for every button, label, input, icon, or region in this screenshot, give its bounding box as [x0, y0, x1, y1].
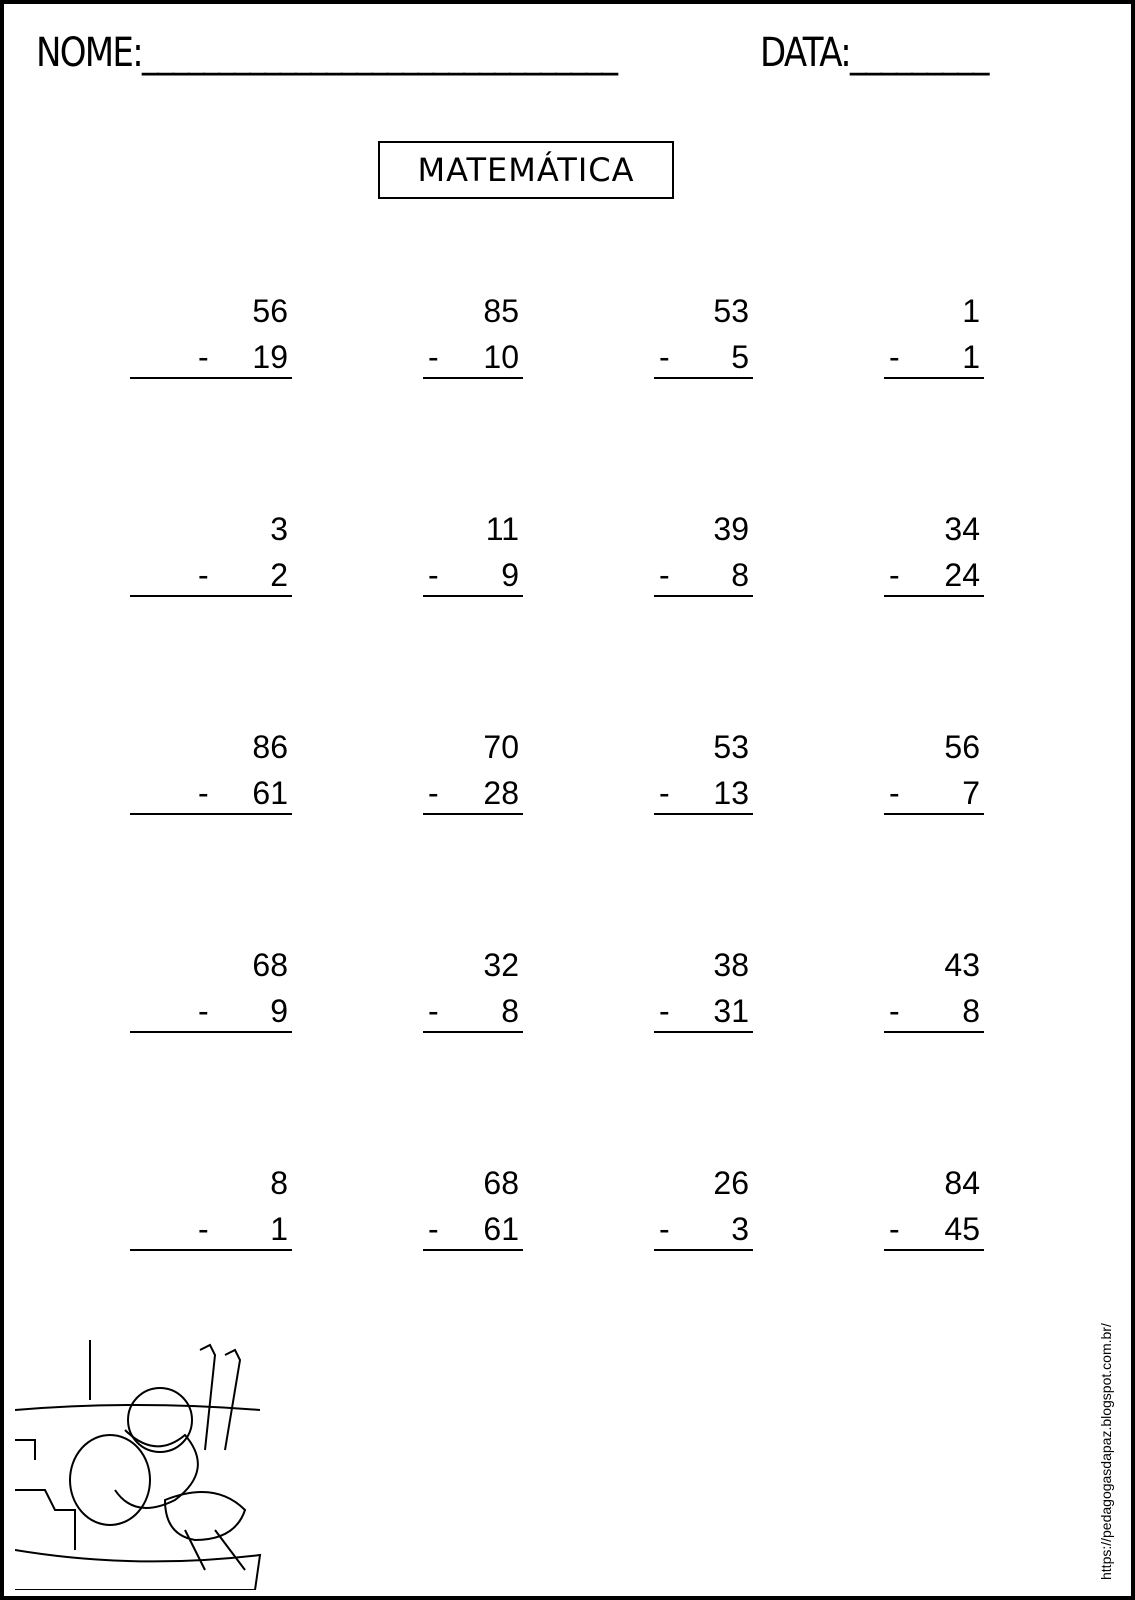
name-field-label: NOME:_______________________________	[36, 30, 617, 76]
minuend: 3	[270, 511, 288, 547]
minus-sign: -	[428, 339, 439, 375]
minus-sign: -	[198, 1211, 209, 1247]
subtraction-problem	[654, 513, 749, 603]
answer-line	[423, 813, 523, 815]
subtrahend: 13	[713, 775, 749, 811]
subtrahend: 5	[731, 339, 749, 375]
subtraction-problem	[423, 513, 519, 603]
minuend: 85	[483, 293, 519, 329]
minuend: 38	[713, 947, 749, 983]
minus-sign: -	[659, 557, 670, 593]
minus-sign: -	[428, 557, 439, 593]
subtraction-problem	[423, 949, 519, 1039]
answer-line	[130, 595, 292, 597]
subtrahend: 1	[270, 1211, 288, 1247]
subtrahend: 24	[944, 557, 980, 593]
crab-cartoon-illustration	[15, 1340, 265, 1590]
subtrahend: 9	[270, 993, 288, 1029]
subtrahend: 45	[944, 1211, 980, 1247]
minus-sign: -	[198, 557, 209, 593]
subtraction-problem	[130, 1167, 288, 1257]
minus-sign: -	[889, 1211, 900, 1247]
minuend: 68	[252, 947, 288, 983]
answer-line	[654, 377, 753, 379]
minuend: 8	[270, 1165, 288, 1201]
answer-line	[654, 1031, 753, 1033]
subtraction-problem	[423, 731, 519, 821]
subtrahend: 61	[252, 775, 288, 811]
minus-sign: -	[889, 993, 900, 1029]
minus-sign: -	[198, 993, 209, 1029]
subtraction-problem	[130, 513, 288, 603]
subtraction-problem	[884, 1167, 980, 1257]
subtrahend: 31	[713, 993, 749, 1029]
subtraction-problem	[884, 731, 980, 821]
minuend: 86	[252, 729, 288, 765]
minus-sign: -	[659, 1211, 670, 1247]
minus-sign: -	[659, 993, 670, 1029]
source-url: https://pedagogasdapaz.blogspot.com.br/	[1098, 1323, 1114, 1580]
minuend: 39	[713, 511, 749, 547]
answer-line	[884, 1249, 984, 1251]
subtrahend: 8	[962, 993, 980, 1029]
minuend: 34	[944, 511, 980, 547]
minuend: 53	[713, 729, 749, 765]
minuend: 84	[944, 1165, 980, 1201]
minus-sign: -	[428, 775, 439, 811]
minuend: 43	[944, 947, 980, 983]
answer-line	[423, 595, 523, 597]
answer-line	[884, 595, 984, 597]
subtrahend: 2	[270, 557, 288, 593]
answer-line	[423, 1031, 523, 1033]
subtraction-problem	[654, 295, 749, 385]
subtrahend: 7	[962, 775, 980, 811]
answer-line	[884, 377, 984, 379]
subtraction-problem	[423, 1167, 519, 1257]
minuend: 70	[483, 729, 519, 765]
page-title: MATEMÁTICA	[378, 141, 674, 199]
minuend: 11	[485, 511, 519, 547]
subtraction-problem	[423, 295, 519, 385]
minus-sign: -	[428, 993, 439, 1029]
date-field-label: DATA:_________	[760, 30, 988, 76]
subtraction-problem	[654, 731, 749, 821]
subtraction-problem	[884, 295, 980, 385]
subtraction-problem	[130, 731, 288, 821]
answer-line	[130, 1031, 292, 1033]
answer-line	[130, 377, 292, 379]
minuend: 68	[483, 1165, 519, 1201]
subtraction-problem	[654, 949, 749, 1039]
minus-sign: -	[198, 339, 209, 375]
answer-line	[884, 813, 984, 815]
answer-line	[130, 813, 292, 815]
minus-sign: -	[889, 557, 900, 593]
minus-sign: -	[198, 775, 209, 811]
subtraction-problem	[884, 513, 980, 603]
subtraction-problem	[654, 1167, 749, 1257]
minus-sign: -	[428, 1211, 439, 1247]
minus-sign: -	[889, 339, 900, 375]
answer-line	[884, 1031, 984, 1033]
minuend: 56	[944, 729, 980, 765]
subtrahend: 8	[731, 557, 749, 593]
answer-line	[130, 1249, 292, 1251]
minus-sign: -	[659, 339, 670, 375]
minuend: 32	[483, 947, 519, 983]
subtrahend: 61	[483, 1211, 519, 1247]
subtrahend: 28	[483, 775, 519, 811]
subtraction-problem	[130, 295, 288, 385]
minuend: 1	[962, 293, 980, 329]
minuend: 53	[713, 293, 749, 329]
subtraction-problem	[130, 949, 288, 1039]
subtrahend: 1	[962, 339, 980, 375]
subtrahend: 10	[483, 339, 519, 375]
subtrahend: 8	[501, 993, 519, 1029]
subtrahend: 3	[731, 1211, 749, 1247]
answer-line	[654, 813, 753, 815]
minuend: 26	[713, 1165, 749, 1201]
minuend: 56	[252, 293, 288, 329]
answer-line	[423, 1249, 523, 1251]
minus-sign: -	[659, 775, 670, 811]
subtrahend: 9	[501, 557, 519, 593]
subtrahend: 19	[252, 339, 288, 375]
minus-sign: -	[889, 775, 900, 811]
answer-line	[423, 377, 523, 379]
answer-line	[654, 1249, 753, 1251]
subtraction-problem	[884, 949, 980, 1039]
answer-line	[654, 595, 753, 597]
